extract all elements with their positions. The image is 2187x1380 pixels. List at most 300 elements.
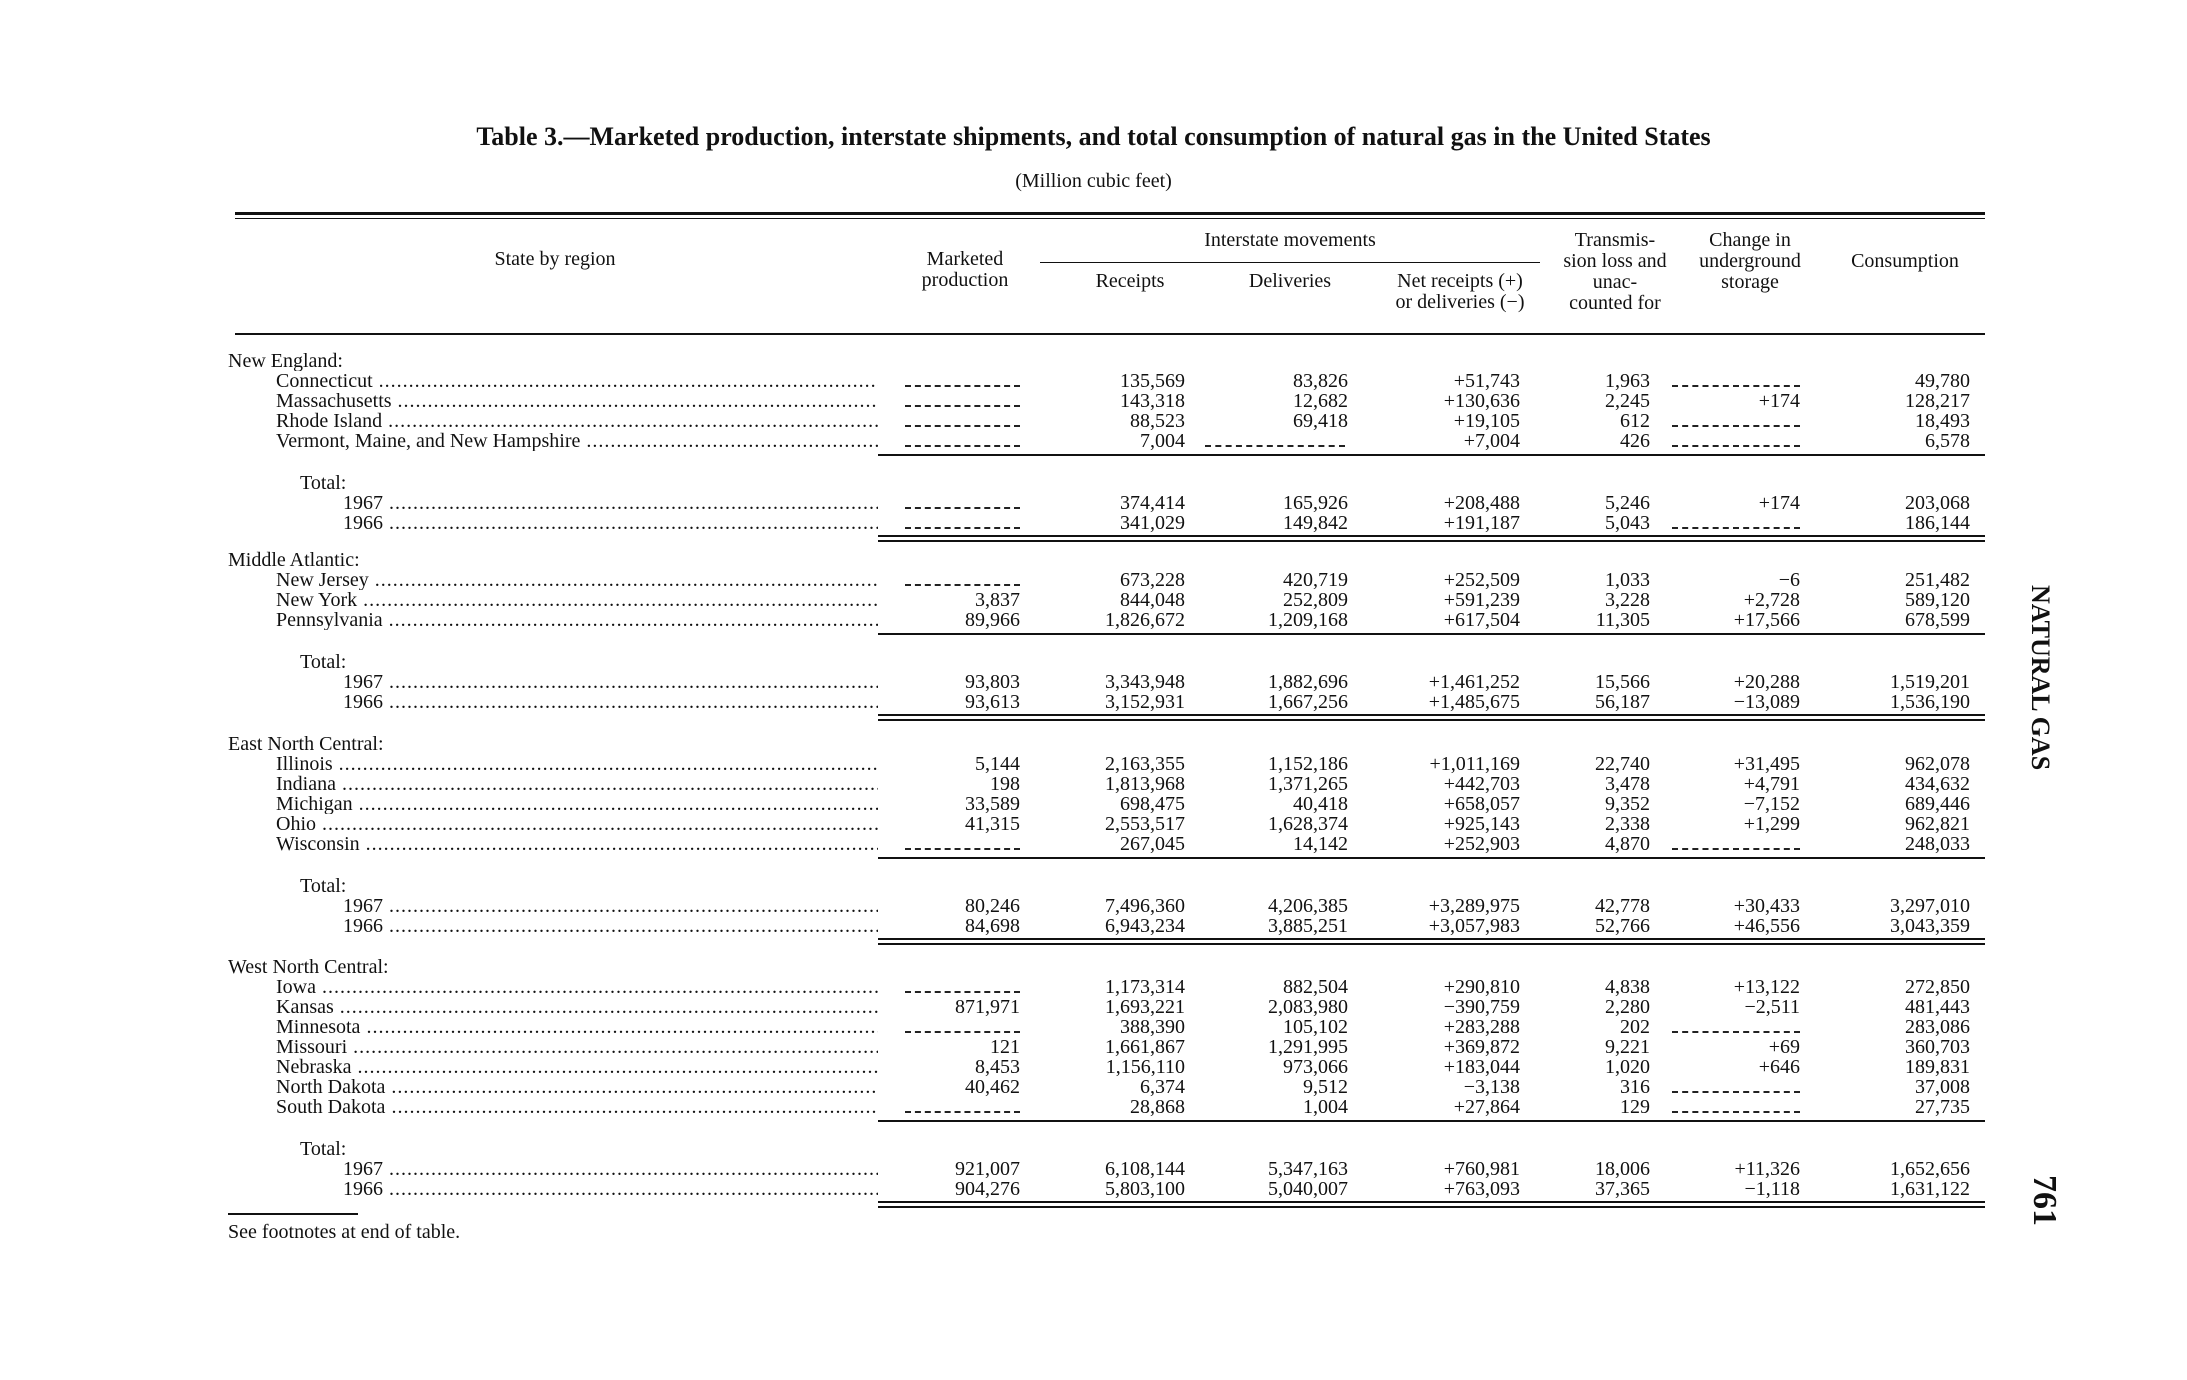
cell-con: 186,144	[1905, 512, 1970, 534]
header-marketed-line2: production	[921, 269, 1009, 291]
cell-mp: 121	[990, 1036, 1020, 1058]
cell-del: 149,842	[1283, 512, 1348, 534]
cell-rec: 2,163,355	[1105, 753, 1185, 775]
cell-con: 203,068	[1905, 492, 1970, 514]
cell-chg: +20,288	[1733, 671, 1800, 693]
row-label	[343, 896, 878, 916]
row-label-text: 1967	[343, 1159, 383, 1179]
table-row	[0, 997, 2187, 1019]
cell-mp: 89,966	[965, 609, 1020, 631]
table-row	[0, 774, 2187, 796]
footnote-rule	[228, 1213, 358, 1215]
cell-del: 2,083,980	[1268, 996, 1348, 1018]
region-rule-a	[878, 1201, 1985, 1203]
top-rule-thin	[235, 218, 1985, 219]
cell-del: 69,418	[1293, 410, 1348, 432]
region-rule-b	[878, 719, 1985, 721]
row-label-text: Illinois	[276, 754, 333, 774]
cell-tr: 316	[1620, 1076, 1650, 1098]
row-label	[300, 473, 1100, 493]
row-label-text: 1967	[343, 672, 383, 692]
row-label	[276, 794, 878, 814]
cell-con: 1,519,201	[1890, 671, 1970, 693]
table-row	[0, 570, 2187, 592]
row-label-text: Massachusetts	[276, 391, 392, 411]
row-label-text: Indiana	[276, 774, 336, 794]
cell-con: 18,493	[1915, 410, 1970, 432]
cell-con: 283,086	[1905, 1016, 1970, 1038]
row-label-text: Ohio	[276, 814, 316, 834]
cell-net: +252,509	[1443, 569, 1520, 591]
row-label	[276, 391, 878, 411]
cell-rec: 2,553,517	[1105, 813, 1185, 835]
cell-rec: 673,228	[1120, 569, 1185, 591]
cell-chg: +11,326	[1734, 1158, 1800, 1180]
header-net-line1: Net receipts (+)	[1397, 270, 1523, 292]
cell-net: +617,504	[1443, 609, 1520, 631]
row-label-text: Nebraska	[276, 1057, 352, 1077]
interstate-rule	[1040, 262, 1540, 263]
row-label	[276, 1097, 878, 1117]
row-label	[276, 754, 878, 774]
cell-chg: −6	[1778, 569, 1800, 591]
cell-rec: 6,108,144	[1105, 1158, 1185, 1180]
header-marketed-line1: Marketed	[926, 248, 1004, 270]
cell-rec: 1,826,672	[1105, 609, 1185, 631]
row-label	[276, 1057, 878, 1077]
cell-mp: 904,276	[955, 1178, 1020, 1200]
cell-net: +442,703	[1443, 773, 1520, 795]
cell-tr: 2,245	[1605, 390, 1650, 412]
header-net	[1365, 271, 1555, 313]
total-row	[0, 672, 2187, 694]
cell-con: 49,780	[1915, 370, 1970, 392]
cell-tr: 426	[1620, 430, 1650, 452]
cell-net: +925,143	[1443, 813, 1520, 835]
table-row	[0, 1037, 2187, 1059]
cell-rec: 3,152,931	[1105, 691, 1185, 713]
row-label-text: Total:	[300, 652, 347, 672]
row-label	[343, 692, 878, 712]
cell-rec: 1,813,968	[1105, 773, 1185, 795]
cell-con: 1,652,656	[1890, 1158, 1970, 1180]
row-label	[276, 1017, 878, 1037]
cell-del: 5,347,163	[1268, 1158, 1348, 1180]
header-bottom-rule	[235, 333, 1985, 335]
row-label-text: Total:	[300, 473, 347, 493]
cell-tr: 2,280	[1605, 996, 1650, 1018]
table-subtitle: (Million cubic feet)	[1015, 170, 1172, 192]
cell-con: 360,703	[1905, 1036, 1970, 1058]
header-transmission	[1540, 230, 1690, 314]
cell-del: 1,667,256	[1268, 691, 1348, 713]
region-rule-b	[878, 1206, 1985, 1208]
row-label-text: New York	[276, 590, 358, 610]
header-transmission-line1: Transmis-	[1574, 229, 1656, 251]
cell-tr: 18,006	[1595, 1158, 1650, 1180]
cell-con: 962,821	[1905, 813, 1970, 835]
total-heading	[0, 1139, 2187, 1161]
cell-net: +208,488	[1443, 492, 1520, 514]
row-label	[228, 734, 1028, 754]
cell-con: 689,446	[1905, 793, 1970, 815]
table-row	[0, 610, 2187, 632]
cell-mp: 871,971	[955, 996, 1020, 1018]
cell-del: 14,142	[1293, 833, 1348, 855]
row-label	[276, 814, 878, 834]
cell-net: +27,864	[1453, 1096, 1520, 1118]
subtotal-rule	[878, 1120, 1985, 1122]
row-label-text: Vermont, Maine, and New Hampshire	[276, 431, 581, 451]
cell-del: 252,809	[1283, 589, 1348, 611]
table-row	[0, 411, 2187, 433]
cell-mp: 93,803	[965, 671, 1020, 693]
row-label	[276, 610, 878, 630]
cell-tr: 37,365	[1595, 1178, 1650, 1200]
cell-mp: 80,246	[965, 895, 1020, 917]
row-label-text: Total:	[300, 876, 347, 896]
cell-tr: 9,221	[1605, 1036, 1650, 1058]
row-label	[276, 411, 878, 431]
cell-tr: 15,566	[1595, 671, 1650, 693]
row-label-text: Kansas	[276, 997, 334, 1017]
table-row	[0, 431, 2187, 453]
cell-tr: 5,246	[1605, 492, 1650, 514]
region-heading	[0, 550, 2187, 572]
header-marketed	[890, 249, 1040, 291]
page-number: 761	[2026, 1175, 2063, 1226]
cell-tr: 9,352	[1605, 793, 1650, 815]
row-label	[228, 550, 1028, 570]
table-row	[0, 391, 2187, 413]
cell-rec: 844,048	[1120, 589, 1185, 611]
cell-rec: 1,693,221	[1105, 996, 1185, 1018]
region-heading	[0, 957, 2187, 979]
cell-net: +3,289,975	[1428, 895, 1520, 917]
row-label-text: New Jersey	[276, 570, 369, 590]
region-rule-a	[878, 938, 1985, 940]
cell-tr: 42,778	[1595, 895, 1650, 917]
cell-tr: 5,043	[1605, 512, 1650, 534]
table-row	[0, 1017, 2187, 1039]
row-label	[343, 1179, 878, 1199]
cell-chg: +31,495	[1733, 753, 1800, 775]
row-label-text: 1966	[343, 513, 383, 533]
top-rule-thick	[235, 212, 1985, 215]
cell-chg: +13,122	[1733, 976, 1800, 998]
cell-tr: 612	[1620, 410, 1650, 432]
cell-net: +19,105	[1453, 410, 1520, 432]
cell-tr: 1,033	[1605, 569, 1650, 591]
total-row	[0, 692, 2187, 714]
cell-con: 1,536,190	[1890, 691, 1970, 713]
table-row	[0, 977, 2187, 999]
cell-con: 248,033	[1905, 833, 1970, 855]
cell-chg: −1,118	[1744, 1178, 1800, 1200]
cell-rec: 374,414	[1120, 492, 1185, 514]
table-row	[0, 1057, 2187, 1079]
row-label	[228, 957, 1028, 977]
cell-net: +130,636	[1443, 390, 1520, 412]
table-row	[0, 754, 2187, 776]
cell-del: 1,371,265	[1268, 773, 1348, 795]
cell-con: 481,443	[1905, 996, 1970, 1018]
cell-chg: −13,089	[1733, 691, 1800, 713]
cell-chg: −7,152	[1743, 793, 1800, 815]
cell-chg: −2,511	[1744, 996, 1800, 1018]
subtotal-rule	[878, 857, 1985, 859]
row-label	[276, 774, 878, 794]
row-label-text: Middle Atlantic:	[228, 550, 360, 570]
cell-del: 12,682	[1293, 390, 1348, 412]
row-label-text: Total:	[300, 1139, 347, 1159]
cell-mp: 8,453	[975, 1056, 1020, 1078]
cell-rec: 7,004	[1140, 430, 1185, 452]
cell-chg: +1,299	[1743, 813, 1800, 835]
row-label-text: North Dakota	[276, 1077, 386, 1097]
header-transmission-line2: sion loss and	[1563, 250, 1667, 272]
side-label: NATURAL GAS	[2026, 585, 2055, 771]
header-change	[1680, 230, 1820, 293]
cell-tr: 129	[1620, 1096, 1650, 1118]
cell-con: 678,599	[1905, 609, 1970, 631]
cell-net: +3,057,983	[1428, 915, 1520, 937]
header-interstate: Interstate movements	[1204, 229, 1376, 251]
cell-rec: 6,943,234	[1105, 915, 1185, 937]
row-label	[276, 1077, 878, 1097]
cell-net: +369,872	[1443, 1036, 1520, 1058]
header-deliveries: Deliveries	[1248, 270, 1332, 292]
total-row	[0, 1159, 2187, 1181]
header-transmission-line4: counted for	[1569, 292, 1661, 314]
cell-rec: 143,318	[1120, 390, 1185, 412]
cell-mp: 41,315	[965, 813, 1020, 835]
row-label	[276, 1037, 878, 1057]
cell-del: 1,882,696	[1268, 671, 1348, 693]
cell-tr: 11,305	[1595, 609, 1650, 631]
cell-rec: 341,029	[1120, 512, 1185, 534]
cell-chg: +174	[1758, 390, 1800, 412]
row-label	[343, 513, 878, 533]
footnote: See footnotes at end of table.	[228, 1221, 461, 1243]
row-label	[276, 977, 878, 997]
cell-mp: 93,613	[965, 691, 1020, 713]
cell-tr: 52,766	[1595, 915, 1650, 937]
cell-chg: +46,556	[1733, 915, 1800, 937]
row-label-text: Iowa	[276, 977, 316, 997]
cell-mp: 921,007	[955, 1158, 1020, 1180]
total-heading	[0, 473, 2187, 495]
header-consumption: Consumption	[1851, 250, 1959, 272]
row-label-text: South Dakota	[276, 1097, 386, 1117]
row-label-text: New England:	[228, 351, 343, 371]
cell-tr: 1,963	[1605, 370, 1650, 392]
cell-del: 973,066	[1283, 1056, 1348, 1078]
cell-mp: 5,144	[975, 753, 1020, 775]
header-transmission-line3: unac-	[1592, 271, 1638, 293]
subtotal-rule	[878, 454, 1985, 456]
cell-del: 882,504	[1283, 976, 1348, 998]
table-row	[0, 794, 2187, 816]
cell-net: +290,810	[1443, 976, 1520, 998]
cell-mp: 198	[990, 773, 1020, 795]
row-label	[300, 1139, 1100, 1159]
table-row	[0, 590, 2187, 612]
cell-net: +591,239	[1443, 589, 1520, 611]
subtotal-rule	[878, 633, 1985, 635]
row-label	[343, 916, 878, 936]
cell-mp: 3,837	[975, 589, 1020, 611]
row-label	[276, 570, 878, 590]
cell-con: 6,578	[1925, 430, 1970, 452]
cell-con: 3,043,359	[1890, 915, 1970, 937]
cell-net: +283,288	[1443, 1016, 1520, 1038]
cell-tr: 56,187	[1595, 691, 1650, 713]
row-label	[276, 590, 878, 610]
cell-con: 27,735	[1915, 1096, 1970, 1118]
cell-net: +252,903	[1443, 833, 1520, 855]
table-row	[0, 814, 2187, 836]
row-label	[228, 351, 1028, 371]
cell-del: 1,291,995	[1268, 1036, 1348, 1058]
region-rule-b	[878, 540, 1985, 542]
row-label-text: Missouri	[276, 1037, 348, 1057]
cell-net: +191,187	[1443, 512, 1520, 534]
cell-del: 1,004	[1303, 1096, 1348, 1118]
cell-con: 589,120	[1905, 589, 1970, 611]
row-label-text: Pennsylvania	[276, 610, 383, 630]
cell-del: 40,418	[1293, 793, 1348, 815]
cell-chg: +30,433	[1733, 895, 1800, 917]
row-label-text: 1967	[343, 493, 383, 513]
cell-tr: 22,740	[1595, 753, 1650, 775]
row-label	[343, 672, 878, 692]
cell-con: 3,297,010	[1890, 895, 1970, 917]
cell-rec: 5,803,100	[1105, 1178, 1185, 1200]
cell-rec: 6,374	[1140, 1076, 1185, 1098]
cell-del: 1,628,374	[1268, 813, 1348, 835]
cell-del: 9,512	[1303, 1076, 1348, 1098]
cell-net: −3,138	[1463, 1076, 1520, 1098]
cell-del: 83,826	[1293, 370, 1348, 392]
header-net-line2: or deliveries (−)	[1395, 291, 1525, 313]
row-label-text: Rhode Island	[276, 411, 383, 431]
total-heading	[0, 652, 2187, 674]
region-rule-b	[878, 943, 1985, 945]
row-label-text: Connecticut	[276, 371, 373, 391]
cell-con: 434,632	[1905, 773, 1970, 795]
row-label-text: Wisconsin	[276, 834, 360, 854]
cell-chg: +4,791	[1743, 773, 1800, 795]
cell-net: +658,057	[1443, 793, 1520, 815]
cell-con: 251,482	[1905, 569, 1970, 591]
cell-rec: 388,390	[1120, 1016, 1185, 1038]
cell-rec: 698,475	[1120, 793, 1185, 815]
total-row	[0, 513, 2187, 535]
header-change-line1: Change in	[1709, 229, 1791, 251]
row-label-text: Michigan	[276, 794, 353, 814]
cell-del: 5,040,007	[1268, 1178, 1348, 1200]
cell-con: 1,631,122	[1890, 1178, 1970, 1200]
cell-con: 962,078	[1905, 753, 1970, 775]
cell-del: 4,206,385	[1268, 895, 1348, 917]
row-label-text: 1966	[343, 916, 383, 936]
cell-tr: 4,838	[1605, 976, 1650, 998]
cell-del: 105,102	[1283, 1016, 1348, 1038]
cell-mp: 40,462	[965, 1076, 1020, 1098]
row-label	[276, 371, 878, 391]
row-label-text: East North Central:	[228, 734, 384, 754]
cell-tr: 3,478	[1605, 773, 1650, 795]
cell-chg: +69	[1768, 1036, 1800, 1058]
cell-rec: 1,173,314	[1105, 976, 1185, 998]
cell-net: +1,011,169	[1429, 753, 1520, 775]
cell-con: 128,217	[1905, 390, 1970, 412]
region-heading	[0, 351, 2187, 373]
row-label	[276, 997, 878, 1017]
total-row	[0, 1179, 2187, 1201]
cell-rec: 3,343,948	[1105, 671, 1185, 693]
cell-net: +183,044	[1443, 1056, 1520, 1078]
row-label-text: West North Central:	[228, 957, 389, 977]
cell-rec: 267,045	[1120, 833, 1185, 855]
cell-net: +760,981	[1443, 1158, 1520, 1180]
total-heading	[0, 876, 2187, 898]
cell-tr: 2,338	[1605, 813, 1650, 835]
cell-mp: 33,589	[965, 793, 1020, 815]
cell-tr: 3,228	[1605, 589, 1650, 611]
row-label	[343, 1159, 878, 1179]
region-rule-a	[878, 714, 1985, 716]
total-row	[0, 493, 2187, 515]
cell-del: 1,152,186	[1268, 753, 1348, 775]
cell-rec: 1,156,110	[1105, 1056, 1185, 1078]
header-change-line2: underground	[1699, 250, 1801, 272]
total-row	[0, 896, 2187, 918]
cell-rec: 7,496,360	[1105, 895, 1185, 917]
cell-con: 37,008	[1915, 1076, 1970, 1098]
cell-rec: 88,523	[1130, 410, 1185, 432]
cell-net: +51,743	[1453, 370, 1520, 392]
cell-net: +1,485,675	[1428, 691, 1520, 713]
cell-net: +763,093	[1443, 1178, 1520, 1200]
cell-rec: 1,661,867	[1105, 1036, 1185, 1058]
cell-rec: 135,569	[1120, 370, 1185, 392]
region-rule-a	[878, 535, 1985, 537]
header-state: State by region	[494, 248, 616, 270]
cell-rec: 28,868	[1130, 1096, 1185, 1118]
cell-chg: +174	[1758, 492, 1800, 514]
cell-del: 3,885,251	[1268, 915, 1348, 937]
cell-chg: +17,566	[1733, 609, 1800, 631]
cell-tr: 1,020	[1605, 1056, 1650, 1078]
table-row	[0, 1077, 2187, 1099]
row-label-text: 1967	[343, 896, 383, 916]
table-row	[0, 834, 2187, 856]
row-label-text: Minnesota	[276, 1017, 361, 1037]
row-label	[276, 431, 878, 451]
cell-net: −390,759	[1443, 996, 1520, 1018]
header-change-line3: storage	[1721, 271, 1779, 293]
cell-chg: +646	[1758, 1056, 1800, 1078]
table-row	[0, 371, 2187, 393]
cell-con: 272,850	[1905, 976, 1970, 998]
cell-chg: +2,728	[1743, 589, 1800, 611]
total-row	[0, 916, 2187, 938]
header-receipts: Receipts	[1095, 270, 1165, 292]
cell-mp: 84,698	[965, 915, 1020, 937]
cell-del: 165,926	[1283, 492, 1348, 514]
